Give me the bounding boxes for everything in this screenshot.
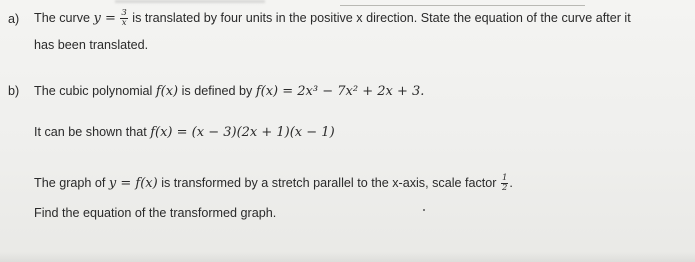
part-b-cubic-definition: f(x) = 2x³ − 7x² + 2x + 3.: [255, 84, 425, 99]
part-a-label: a): [8, 12, 20, 26]
top-rule: [340, 5, 585, 6]
part-b-factorised-form: f(x) = (x − 3)(2x + 1)(x − 1): [150, 125, 335, 140]
part-a-line-2: has been translated.: [34, 38, 149, 52]
part-b-line-3: [34, 174, 513, 193]
mark-dot: [423, 209, 425, 211]
part-b-label: b): [8, 84, 20, 98]
part-b-line-1-fx: f(x): [155, 84, 179, 99]
part-a-fraction: [120, 9, 127, 28]
bottom-shadow: [0, 252, 695, 262]
part-a-text-before: The curve: [34, 10, 94, 25]
part-b-scale-factor-denominator: 2: [502, 183, 508, 193]
part-b-line-3-after: is transformed by a stretch parallel to the x-axis, scale factor: [157, 175, 500, 190]
part-a-fraction-numerator: 3: [121, 8, 127, 18]
part-a-fraction-denominator: x: [121, 18, 127, 28]
part-b-scale-factor-numerator: 1: [502, 173, 508, 183]
part-b-line-2-text: It can be shown that: [34, 125, 151, 139]
part-b-line-4: Find the equation of the transformed graph.: [34, 206, 277, 220]
part-b-line-2: [34, 125, 335, 140]
part-b-graph-equation: y = f(x): [108, 175, 158, 191]
top-smudge: [115, 0, 265, 3]
part-b-scale-factor-fraction: [501, 174, 508, 193]
part-b-line-1: [34, 84, 424, 99]
part-b-line-3-text: The graph of: [34, 175, 109, 190]
part-a-text-after: is translated by four units in the positive x direction. State the equation of the curve after it: [132, 10, 631, 25]
part-b-line-1-text: The cubic polynomial: [34, 84, 156, 98]
part-a-equation-lhs: y =: [93, 10, 116, 26]
part-b-line-1-mid: is defined by: [178, 84, 256, 98]
part-a-line-1: [34, 9, 631, 28]
part-b-line-3-end: .: [509, 175, 513, 190]
